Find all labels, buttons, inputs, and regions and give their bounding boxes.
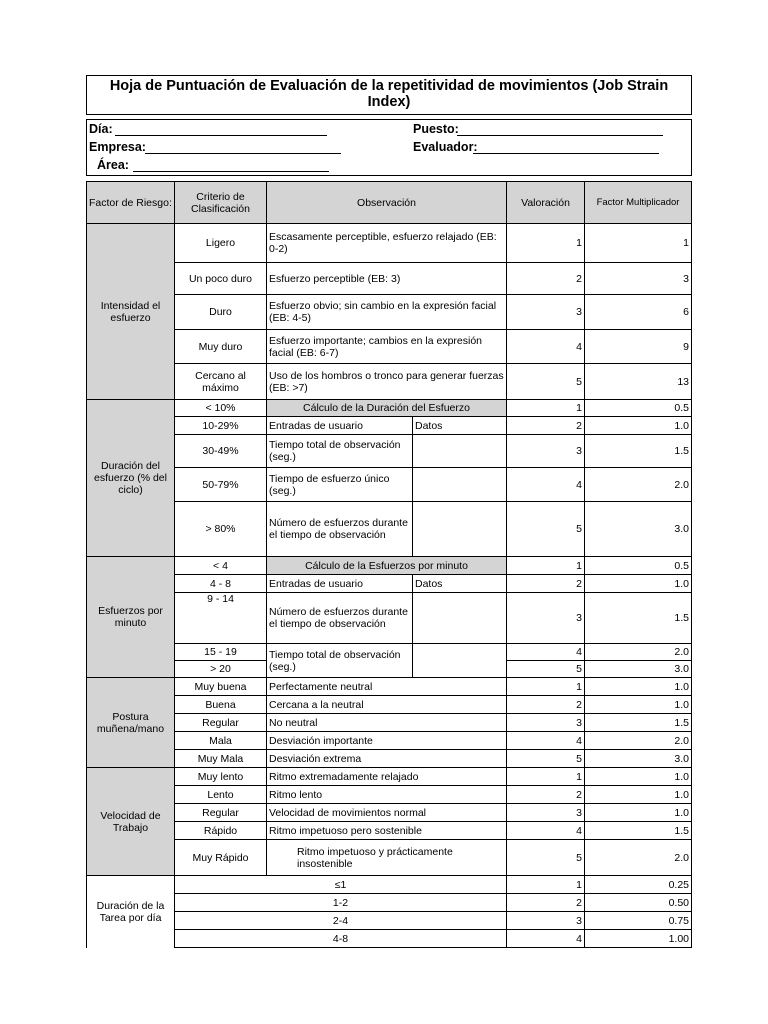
table-row	[87, 295, 692, 330]
criterio-cell: Muy buena	[175, 678, 267, 696]
criterio-cell: ≤1	[175, 876, 507, 894]
datos-label: Datos	[413, 575, 507, 593]
observacion-cell: Ritmo impetuoso y prácticamente insostenible	[267, 840, 507, 876]
valoracion-cell: 1	[507, 876, 585, 894]
multiplicador-cell: 1.0	[585, 768, 692, 786]
entradas-usuario-label: Entradas de usuario	[267, 575, 413, 593]
criterio-cell: Regular	[175, 714, 267, 732]
criterio-cell: Muy lento	[175, 768, 267, 786]
multiplicador-cell: 1.5	[585, 593, 692, 644]
table-row	[87, 644, 692, 661]
criterio-cell: 2-4	[175, 912, 507, 930]
factor-duracion: Duración del esfuerzo (% del ciclo)	[87, 400, 175, 557]
valoracion-cell: 4	[507, 822, 585, 840]
criterio-cell: 4 - 8	[175, 575, 267, 593]
valoracion-cell: 5	[507, 502, 585, 557]
multiplicador-cell: 1	[585, 224, 692, 263]
valoracion-cell: 4	[507, 330, 585, 364]
observacion-cell: Esfuerzo perceptible (EB: 3)	[267, 263, 507, 295]
criterio-cell: 50-79%	[175, 468, 267, 502]
observacion-cell: Perfectamente neutral	[267, 678, 507, 696]
criterio-cell: > 20	[175, 661, 267, 678]
criterio-cell: Muy Rápido	[175, 840, 267, 876]
header-criterio: Criterio de Clasificación	[175, 182, 267, 224]
valoracion-cell: 3	[507, 804, 585, 822]
criterio-cell: > 80%	[175, 502, 267, 557]
observacion-cell: No neutral	[267, 714, 507, 732]
multiplicador-cell: 0.50	[585, 894, 692, 912]
table-row	[87, 593, 692, 644]
page-title: Hoja de Puntuación de Evaluación de la repetitividad de movimientos (Job Strain Index)	[109, 78, 669, 110]
table-row	[87, 732, 692, 750]
table-row	[87, 750, 692, 768]
header-multiplicador: Factor Multiplicador	[585, 182, 692, 224]
table-row	[87, 575, 692, 593]
table-row	[87, 804, 692, 822]
factor-velocidad: Velocidad de Trabajo	[87, 768, 175, 876]
criterio-cell: Lento	[175, 786, 267, 804]
valoracion-cell: 2	[507, 894, 585, 912]
observacion-cell: Desviación importante	[267, 732, 507, 750]
multiplicador-cell: 1.0	[585, 678, 692, 696]
factor-esfuerzos: Esfuerzos por minuto	[87, 557, 175, 678]
area-field[interactable]	[133, 171, 329, 172]
multiplicador-cell: 3.0	[585, 750, 692, 768]
observacion-cell: Esfuerzo importante; cambios en la expresión facial (EB: 6-7)	[267, 330, 507, 364]
dia-field[interactable]	[115, 135, 327, 136]
table-row	[87, 678, 692, 696]
table-row	[87, 263, 692, 295]
multiplicador-cell: 9	[585, 330, 692, 364]
esfuerzos-calculo-header: Cálculo de la Esfuerzos por minuto	[267, 557, 507, 575]
table-row	[87, 894, 692, 912]
multiplicador-cell: 1.5	[585, 714, 692, 732]
observacion-cell: Número de esfuerzos durante el tiempo de observación	[267, 593, 413, 644]
table-row	[87, 417, 692, 435]
criterio-cell: Un poco duro	[175, 263, 267, 295]
criterio-cell: Rápido	[175, 822, 267, 840]
multiplicador-cell: 2.0	[585, 468, 692, 502]
observacion-cell: Tiempo de esfuerzo único (seg.)	[267, 468, 413, 502]
area-label: Área:	[97, 158, 129, 172]
valoracion-cell: 2	[507, 263, 585, 295]
table-row	[87, 330, 692, 364]
table-row	[87, 930, 692, 948]
table-row	[87, 468, 692, 502]
observacion-cell: Desviación extrema	[267, 750, 507, 768]
multiplicador-cell: 3.0	[585, 661, 692, 678]
empresa-field[interactable]	[145, 153, 341, 154]
criterio-cell: 4-8	[175, 930, 507, 948]
multiplicador-cell: 1.0	[585, 575, 692, 593]
table-row	[87, 822, 692, 840]
multiplicador-cell: 1.0	[585, 417, 692, 435]
esfuerzos-dato-tiempo[interactable]	[413, 644, 507, 678]
multiplicador-cell: 1.0	[585, 786, 692, 804]
multiplicador-cell: 2.0	[585, 840, 692, 876]
valoracion-cell: 3	[507, 714, 585, 732]
table-row	[87, 557, 692, 575]
info-box	[86, 119, 692, 176]
table-row	[87, 714, 692, 732]
criterio-cell: Muy Mala	[175, 750, 267, 768]
criterio-cell: 9 - 14	[175, 593, 267, 644]
observacion-cell: Ritmo lento	[267, 786, 507, 804]
table-row	[87, 224, 692, 263]
valoracion-cell: 4	[507, 732, 585, 750]
valoracion-cell: 1	[507, 557, 585, 575]
table-row	[87, 840, 692, 876]
valoracion-cell: 2	[507, 696, 585, 714]
duracion-calculo-header: Cálculo de la Duración del Esfuerzo	[267, 400, 507, 417]
valoracion-cell: 3	[507, 912, 585, 930]
multiplicador-cell: 6	[585, 295, 692, 330]
factor-intensidad: Intensidad el esfuerzo	[87, 224, 175, 400]
multiplicador-cell: 0.75	[585, 912, 692, 930]
esfuerzos-dato-numero[interactable]	[413, 593, 507, 644]
observacion-cell: Velocidad de movimientos normal	[267, 804, 507, 822]
multiplicador-cell: 3.0	[585, 502, 692, 557]
valoracion-cell: 2	[507, 417, 585, 435]
criterio-cell: 30-49%	[175, 435, 267, 468]
observacion-cell: Cercana a la neutral	[267, 696, 507, 714]
observacion-cell: Esfuerzo obvio; sin cambio en la expresión facial (EB: 4-5)	[267, 295, 507, 330]
criterio-cell: 1-2	[175, 894, 507, 912]
valoracion-cell: 3	[507, 295, 585, 330]
criterio-cell: < 10%	[175, 400, 267, 417]
dia-label: Día:	[89, 122, 113, 136]
multiplicador-cell: 1.00	[585, 930, 692, 948]
criterio-cell: Regular	[175, 804, 267, 822]
factor-postura: Postura muñena/mano	[87, 678, 175, 768]
observacion-cell: Uso de los hombros o tronco para generar fuerzas (EB: >7)	[267, 364, 507, 400]
header-valoracion: Valoración	[507, 182, 585, 224]
table-row	[87, 364, 692, 400]
header-observacion: Observación	[267, 182, 507, 224]
empresa-label: Empresa:	[89, 140, 146, 154]
valoracion-cell: 4	[507, 930, 585, 948]
multiplicador-cell: 1.0	[585, 696, 692, 714]
table-row	[87, 786, 692, 804]
valoracion-cell: 1	[507, 224, 585, 263]
valoracion-cell: 5	[507, 750, 585, 768]
datos-label: Datos	[413, 417, 507, 435]
criterio-cell: Mala	[175, 732, 267, 750]
duracion-dato-esfuerzo-unico[interactable]	[413, 468, 507, 502]
valoracion-cell: 5	[507, 364, 585, 400]
observacion-cell: Tiempo total de observación (seg.)	[267, 644, 413, 678]
multiplicador-cell: 1.5	[585, 435, 692, 468]
duracion-dato-tiempo-total[interactable]	[413, 435, 507, 468]
criterio-cell: Duro	[175, 295, 267, 330]
evaluador-label: Evaluador:	[413, 140, 478, 154]
valoracion-cell: 4	[507, 468, 585, 502]
valoracion-cell: 1	[507, 400, 585, 417]
table-row	[87, 696, 692, 714]
valoracion-cell: 5	[507, 661, 585, 678]
evaluador-field[interactable]	[473, 153, 659, 154]
valoracion-cell: 1	[507, 768, 585, 786]
multiplicador-cell: 1.5	[585, 822, 692, 840]
multiplicador-cell: 0.5	[585, 400, 692, 417]
criterio-cell: Ligero	[175, 224, 267, 263]
criterio-cell: < 4	[175, 557, 267, 575]
valoracion-cell: 3	[507, 593, 585, 644]
criterio-cell: 10-29%	[175, 417, 267, 435]
multiplicador-cell: 13	[585, 364, 692, 400]
header-factor: Factor de Riesgo:	[87, 182, 175, 224]
observacion-cell: Ritmo impetuoso pero sostenible	[267, 822, 507, 840]
valoracion-cell: 2	[507, 786, 585, 804]
criterio-cell: Buena	[175, 696, 267, 714]
valoracion-cell: 3	[507, 435, 585, 468]
multiplicador-cell: 0.25	[585, 876, 692, 894]
multiplicador-cell: 1.0	[585, 804, 692, 822]
observacion-cell: Tiempo total de observación (seg.)	[267, 435, 413, 468]
table-row	[87, 912, 692, 930]
valoracion-cell: 5	[507, 840, 585, 876]
observacion-cell: Escasamente perceptible, esfuerzo relajado (EB: 0-2)	[267, 224, 507, 263]
entradas-usuario-label: Entradas de usuario	[267, 417, 413, 435]
table-row	[87, 768, 692, 786]
valoracion-cell: 2	[507, 575, 585, 593]
puesto-label: Puesto:	[413, 122, 459, 136]
table-row	[87, 435, 692, 468]
criterio-cell: Cercano al máximo	[175, 364, 267, 400]
table-row	[87, 502, 692, 557]
multiplicador-cell: 2.0	[585, 732, 692, 750]
observacion-cell: Número de esfuerzos durante el tiempo de observación	[267, 502, 413, 557]
multiplicador-cell: 2.0	[585, 644, 692, 661]
valoracion-cell: 4	[507, 644, 585, 661]
title-box	[86, 75, 692, 115]
duracion-dato-numero-esfuerzos[interactable]	[413, 502, 507, 557]
table-row	[87, 400, 692, 417]
table-row	[87, 876, 692, 894]
criterio-cell: Muy duro	[175, 330, 267, 364]
factor-tarea: Duración de la Tarea por día	[87, 876, 175, 948]
valoracion-cell: 1	[507, 678, 585, 696]
evaluation-table	[86, 181, 692, 948]
header-row	[87, 182, 692, 224]
criterio-cell: 15 - 19	[175, 644, 267, 661]
puesto-field[interactable]	[457, 135, 663, 136]
multiplicador-cell: 3	[585, 263, 692, 295]
observacion-cell: Ritmo extremadamente relajado	[267, 768, 507, 786]
multiplicador-cell: 0.5	[585, 557, 692, 575]
